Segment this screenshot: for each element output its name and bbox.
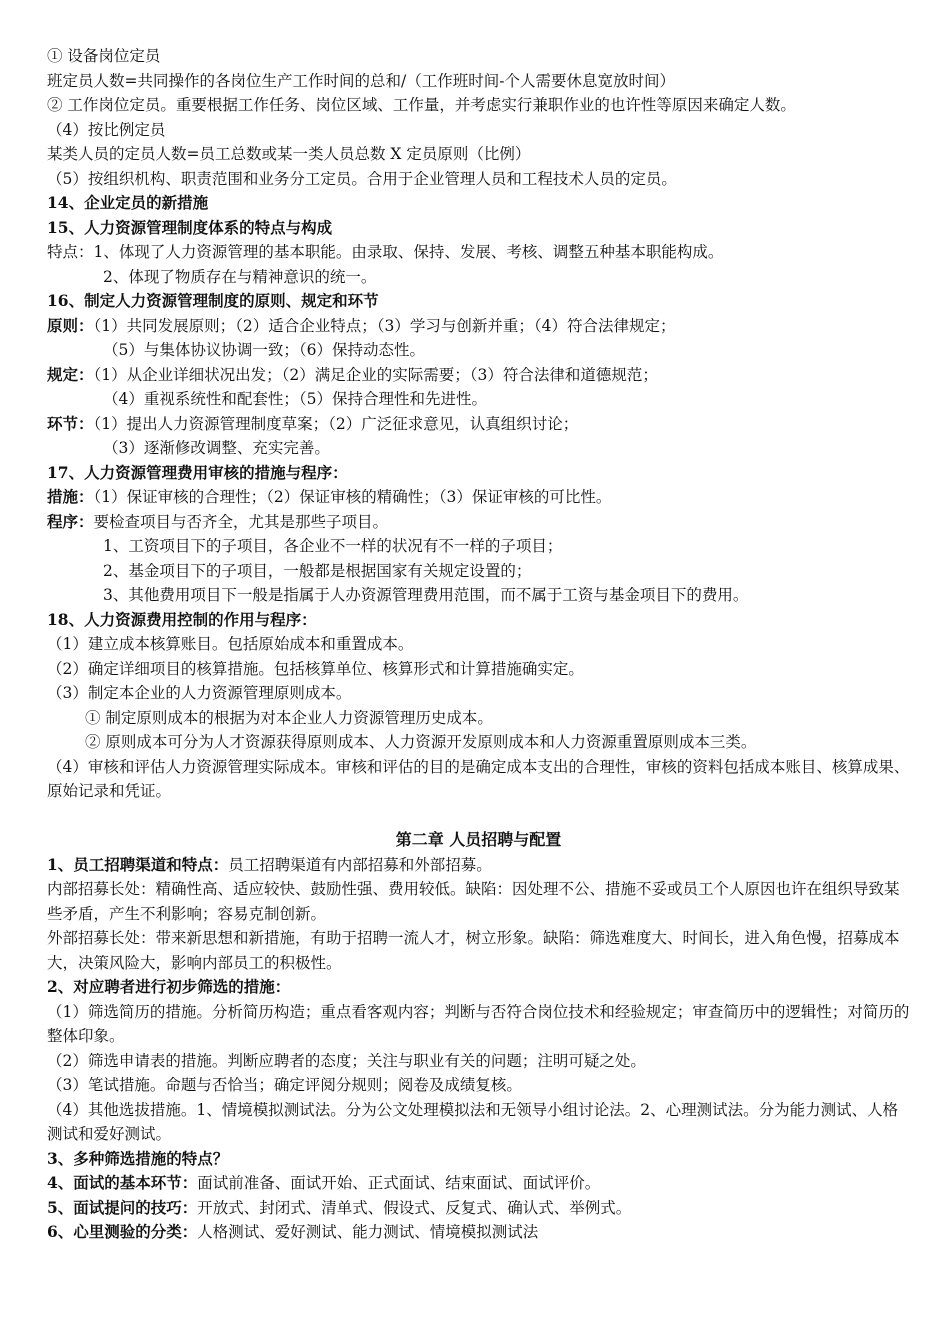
text-line [47, 877, 910, 926]
line-text: ② 原则成本可分为人才资源获得原则成本、人力资源开发原则成本和人力资源重置原则成本三类。 [85, 733, 757, 751]
text-line [47, 559, 910, 584]
line-text: 特点：1、体现了人力资源管理的基本职能。由录取、保持、发展、考核、调整五种基本职能构成。 [47, 243, 724, 261]
text-line [47, 485, 910, 510]
line-text: （2）确定详细项目的核算措施。包括核算单位、核算形式和计算措施确实定。 [47, 659, 584, 678]
line-text: 14、企业定员的新措施 [47, 193, 209, 212]
line-text: 16、制定人力资源管理制度的原则、规定和环节 [47, 291, 379, 310]
text-line [47, 1220, 910, 1245]
section-heading [47, 975, 910, 1000]
line-text: ① 设备岗位定员 [47, 47, 161, 65]
line-text: ① 制定原则成本的根据为对本企业人力资源管理历史成本。 [85, 708, 493, 727]
line-text: （1）从企业详细状况出发；（2）满足企业的实际需要；（3）符合法律和道德规范； [93, 365, 658, 384]
text-line [47, 412, 910, 437]
line-text: 2、基金项目下的子项目，一般都是根据国家有关规定设置的； [103, 561, 532, 580]
line-text: 员工招聘渠道有内部招募和外部招募。 [228, 855, 492, 874]
line-text: 人格测试、爱好测试、能力测试、情境模拟测试法 [197, 1223, 539, 1241]
line-text: 17、人力资源管理费用审核的措施与程序： [47, 462, 348, 482]
line-text: （4）按比例定员 [47, 120, 166, 139]
text-line [47, 681, 910, 706]
text-line [47, 1049, 910, 1074]
text-line [47, 853, 910, 878]
text-line [47, 657, 910, 682]
text-line [47, 436, 910, 461]
section-heading [47, 461, 910, 486]
line-text: 开放式、封闭式、清单式、假设式、反复式、确认式、举例式。 [197, 1198, 632, 1217]
text-line [47, 240, 910, 265]
text-line [47, 1196, 910, 1221]
line-heading: 4、面试的基本环节： [47, 1173, 198, 1192]
text-line [47, 730, 910, 755]
text-line [47, 314, 910, 339]
line-text: 要检查项目与否齐全，尤其是那些子项目。 [93, 512, 389, 531]
line-text: 3、多种筛选措施的特点？ [47, 1148, 229, 1168]
text-line [47, 363, 910, 388]
line-text: 18、人力资源费用控制的作用与程序： [47, 609, 317, 629]
text-line [47, 755, 910, 804]
line-text: 第二章 人员招聘与配置 [395, 830, 562, 849]
text-line [47, 338, 910, 363]
text-line [47, 1073, 910, 1098]
section-heading [47, 289, 910, 314]
text-line [47, 387, 910, 412]
line-heading: 环节： [47, 413, 94, 433]
line-heading: 6、心里测验的分类： [47, 1222, 198, 1241]
text-line [47, 534, 910, 559]
text-line [47, 265, 910, 290]
text-line [47, 583, 910, 608]
section-heading [47, 216, 910, 241]
text-line [47, 510, 910, 535]
line-text: 3、其他费用项目下一般是指属于人办资源管理费用范围，而不属于工资与基金项目下的费用。 [103, 586, 749, 604]
line-text: 某类人员的定员人数=员工总数或某一类人员总数 X 定员原则（比例） [47, 145, 531, 163]
line-text: （3）逐渐修改调整、充实完善。 [103, 439, 330, 457]
line-text: 外部招募长处：带来新思想和新措施，有助于招聘一流人才，树立形象。缺陷：筛选难度大、时间长，进入角色慢，招募成本大，决策风险大，影响内部员工的积极性。 [47, 929, 900, 972]
line-text: 15、人力资源管理制度体系的特点与构成 [47, 217, 333, 237]
text-line [47, 167, 910, 192]
line-text: （1）筛选简历的措施。分析简历构造；重点看客观内容；判断与否符合岗位技术和经验规定；审查简历中的逻辑性；对简历的整体印象。 [47, 1002, 910, 1045]
line-text: （2）筛选申请表的措施。判断应聘者的态度；关注与职业有关的问题；注明可疑之处。 [47, 1051, 646, 1070]
text-line [47, 93, 910, 118]
chapter-heading [47, 828, 910, 853]
line-text: 2、体现了物质存在与精神意识的统一。 [103, 267, 377, 286]
text-line [47, 926, 910, 975]
line-text: （4）审核和评估人力资源管理实际成本。审核和评估的目的是确定成本支出的合理性，审核的资料包括成本账目、核算成果、原始记录和凭证。 [47, 757, 910, 800]
text-line [47, 706, 910, 731]
text-line [47, 142, 910, 167]
line-text: 内部招募长处：精确性高、适应较快、鼓励性强、费用较低。缺陷：因处理不公、措施不妥或员工个人原因也许在组织导致某些矛盾，产生不利影响；容易克制创新。 [47, 880, 900, 923]
line-text: （5）按组织机构、职责范围和业务分工定员。合用于企业管理人员和工程技术人员的定员。 [47, 169, 677, 188]
line-text: （1）共同发展原则；（2）适合企业特点；（3）学习与创新并重；（4）符合法律规定； [93, 316, 676, 335]
line-heading: 措施： [47, 487, 94, 506]
line-text: （1）建立成本核算账目。包括原始成本和重置成本。 [47, 635, 414, 653]
section-heading [47, 1147, 910, 1172]
section-heading [47, 191, 910, 216]
line-text: 面试前准备、面试开始、正式面试、结束面试、面试评价。 [197, 1174, 601, 1192]
text-line [47, 44, 910, 69]
text-line [47, 1171, 910, 1196]
text-line [47, 632, 910, 657]
line-text: （5）与集体协议协调一致；（6）保持动态性。 [103, 341, 425, 359]
line-text: ② 工作岗位定员。重要根据工作任务、岗位区域、工作量，并考虑实行兼职作业的也许性等原因来确定人数。 [47, 96, 796, 114]
line-text: （4）其他选拔措施。1、情境模拟测试法。分为公文处理模拟法和无领导小组讨论法。2、心理测试法。分为能力测试、人格测试和爱好测试。 [47, 1100, 899, 1143]
line-text: 2、对应聘者进行初步筛选的措施： [47, 977, 291, 996]
line-heading: 1、员工招聘渠道和特点： [47, 854, 229, 874]
line-text: （3）笔试措施。命题与否恰当；确定评阅分规则；阅卷及成绩复核。 [47, 1076, 522, 1094]
line-text: （1）保证审核的合理性；（2）保证审核的精确性；（3）保证审核的可比性。 [93, 488, 612, 506]
line-text: 班定员人数=共同操作的各岗位生产工作时间的总和/（工作班时间-个人需要休息宽放时间） [47, 71, 675, 90]
text-line [47, 69, 910, 94]
section-heading [47, 608, 910, 633]
text-line [47, 1098, 910, 1147]
blank-line [47, 804, 910, 829]
line-text: （3）制定本企业的人力资源管理原则成本。 [47, 684, 352, 702]
line-text: （1）提出人力资源管理制度草案；（2）广泛征求意见，认真组织讨论； [93, 414, 579, 433]
line-heading: 5、面试提问的技巧： [47, 1197, 198, 1217]
line-heading: 原则： [47, 315, 94, 335]
line-text: （4）重视系统性和配套性；（5）保持合理性和先进性。 [103, 390, 487, 408]
line-text: 1、工资项目下的子项目，各企业不一样的状况有不一样的子项目； [103, 537, 563, 555]
text-line [47, 118, 910, 143]
text-line [47, 1000, 910, 1049]
line-heading: 程序： [47, 511, 94, 531]
line-heading: 规定： [47, 364, 94, 384]
